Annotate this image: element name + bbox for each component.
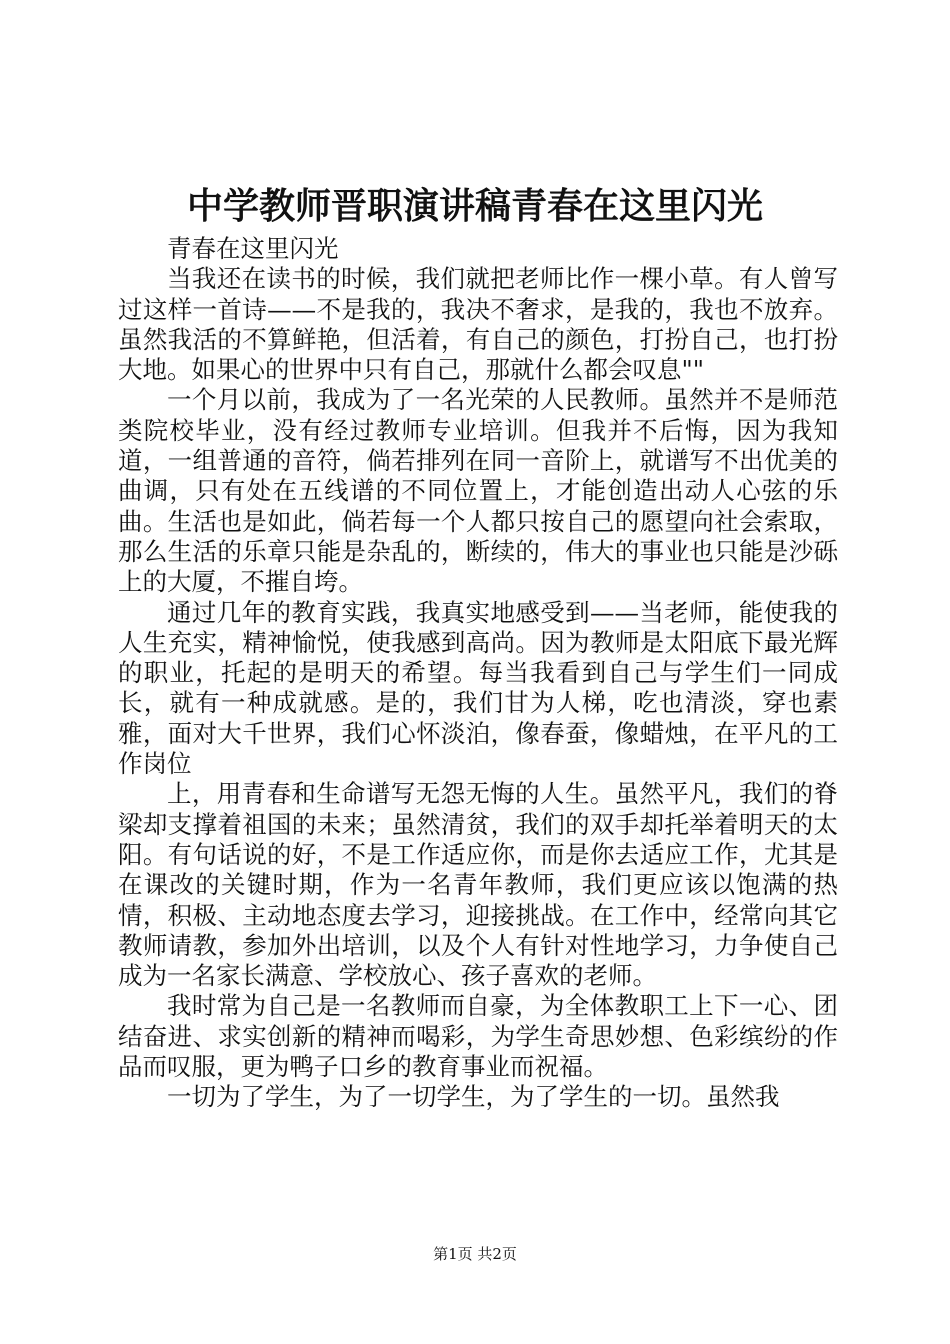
paragraph-subtitle: 青春在这里闪光: [167, 234, 339, 263]
document-title: 中学教师晋职演讲稿青春在这里闪光: [186, 186, 763, 227]
paragraph: 我时常为自己是一名教师而自豪，为全体教职工上下一心、团结奋进、求实创新的精神而喝彩，为学生奇思妙想、色彩缤纷的作品而叹服，更为鸭子口乡的教育事业而祝福。: [118, 991, 838, 1082]
paragraph: 上，用青春和生命谱写无怨无悔的人生。虽然平凡，我们的脊梁却支撑着祖国的未来；虽然清贫，我们的双手却托举着明天的太阳。有句话说的好，不是工作适应你，而是你去适应工作，尤其是在课改的关键时期，作为一名青年教师，我们更应该以饱满的热情，积极、主动地态度去学习，迎接挑战。在工作中，经常向其它教师请教，参加外出培训，以及个人有针对性地学习，力争使自己成为一名家长满意、学校放心、孩子喜欢的老师。: [118, 779, 838, 991]
paragraph: 一切为了学生，为了一切学生，为了学生的一切。虽然我: [167, 1082, 780, 1112]
document-body: [118, 234, 838, 1113]
page-number-footer: 第1页 共2页: [433, 1245, 517, 1263]
paragraph: 通过几年的教育实践，我真实地感受到——当老师，能使我的人生充实，精神愉悦，使我感到高尚。因为教师是太阳底下最光辉的职业，托起的是明天的希望。每当我看到自己与学生们一同成长，就有一种成就感。是的，我们甘为人梯，吃也清淡，穿也素雅，面对大千世界，我们心怀淡泊，像春蚕，像蜡烛，在平凡的工作岗位: [118, 597, 838, 779]
paragraph: 一个月以前，我成为了一名光荣的人民教师。虽然并不是师范类院校毕业，没有经过教师专业培训。但我并不后悔，因为我知道，一组普通的音符，倘若排列在同一音阶上，就谱写不出优美的曲调，只有处在五线谱的不同位置上，才能创造出动人心弦的乐曲。生活也是如此，倘若每一个人都只按自己的愿望向社会索取，那么生活的乐章只能是杂乱的，断续的，伟大的事业也只能是沙砾上的大厦，不摧自垮。: [118, 385, 838, 597]
paragraph: 当我还在读书的时候，我们就把老师比作一棵小草。有人曾写过这样一首诗——不是我的，我决不奢求，是我的，我也不放弃。虽然我活的不算鲜艳，但活着，有自己的颜色，打扮自己，也打扮大地。如果心的世界中只有自己，那就什么都会叹息"": [118, 264, 838, 385]
